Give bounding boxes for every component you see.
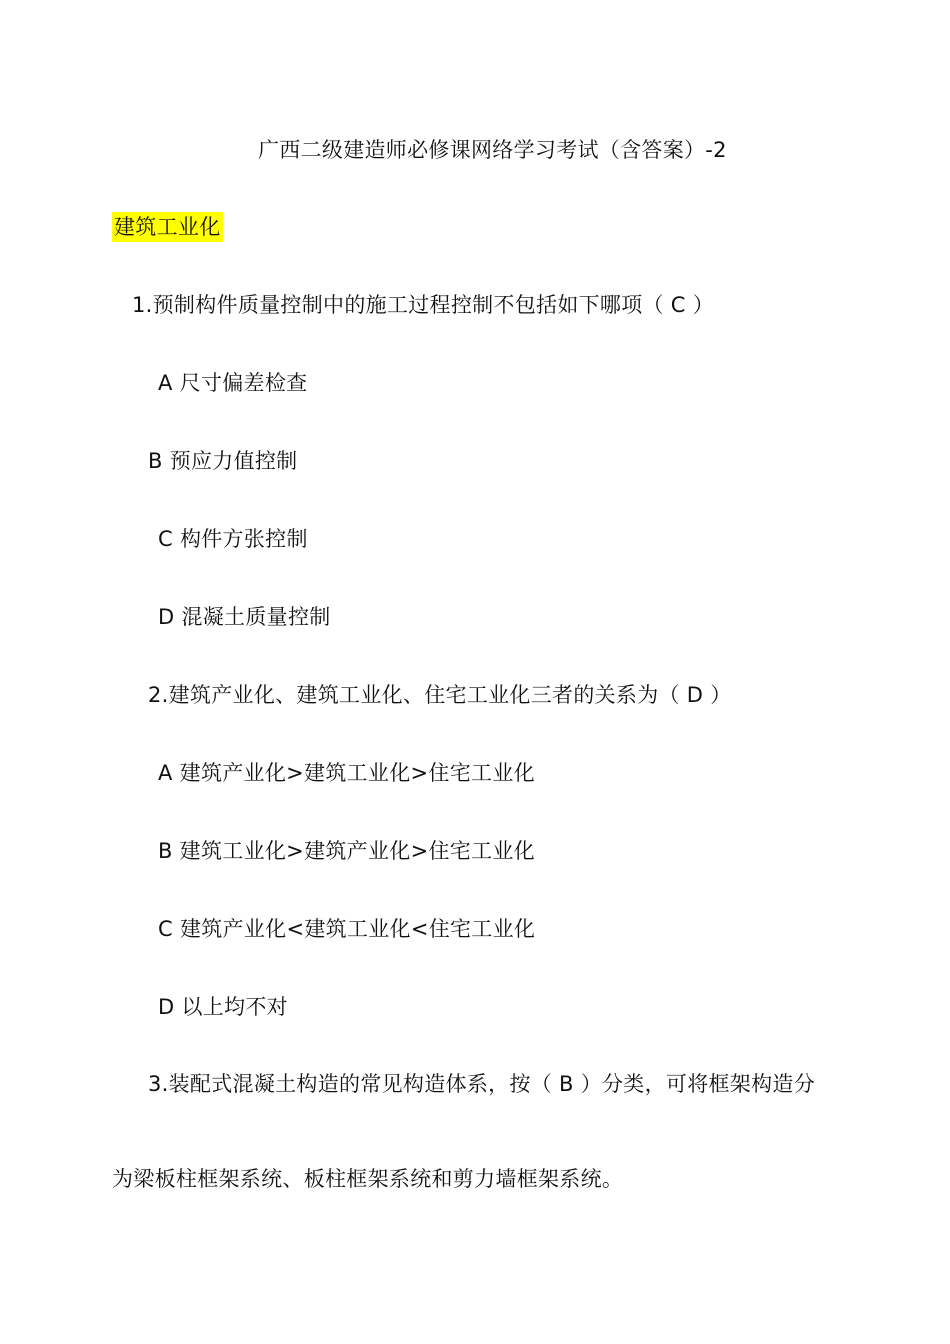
question-2-option-c: C 建筑产业化<建筑工业化<住宅工业化 bbox=[158, 917, 536, 941]
question-2-option-a: A 建筑产业化>建筑工业化>住宅工业化 bbox=[158, 761, 535, 785]
question-3-stem: 3.装配式混凝土构造的常见构造体系，按（ B ）分类，可将框架构造分 bbox=[148, 1072, 815, 1096]
question-1-option-c: C 构件方张控制 bbox=[158, 527, 308, 551]
question-3-stem-continued: 为梁板柱框架系统、板柱框架系统和剪力墙框架系统。 bbox=[112, 1167, 624, 1191]
question-2-stem: 2.建筑产业化、建筑工业化、住宅工业化三者的关系为（ D ） bbox=[148, 683, 732, 707]
question-1-option-b: B 预应力值控制 bbox=[148, 449, 298, 473]
question-1-stem: 1.预制构件质量控制中的施工过程控制不包括如下哪项（ C ） bbox=[132, 293, 715, 317]
document-title: 广西二级建造师必修课网络学习考试（含答案）-2 bbox=[258, 138, 727, 162]
question-1-option-d: D 混凝土质量控制 bbox=[158, 605, 331, 629]
question-2-option-b: B 建筑工业化>建筑产业化>住宅工业化 bbox=[158, 839, 535, 863]
question-1-option-a: A 尺寸偏差检查 bbox=[158, 371, 308, 395]
question-2-option-d: D 以上均不对 bbox=[158, 995, 288, 1019]
section-heading: 建筑工业化 bbox=[112, 212, 223, 242]
